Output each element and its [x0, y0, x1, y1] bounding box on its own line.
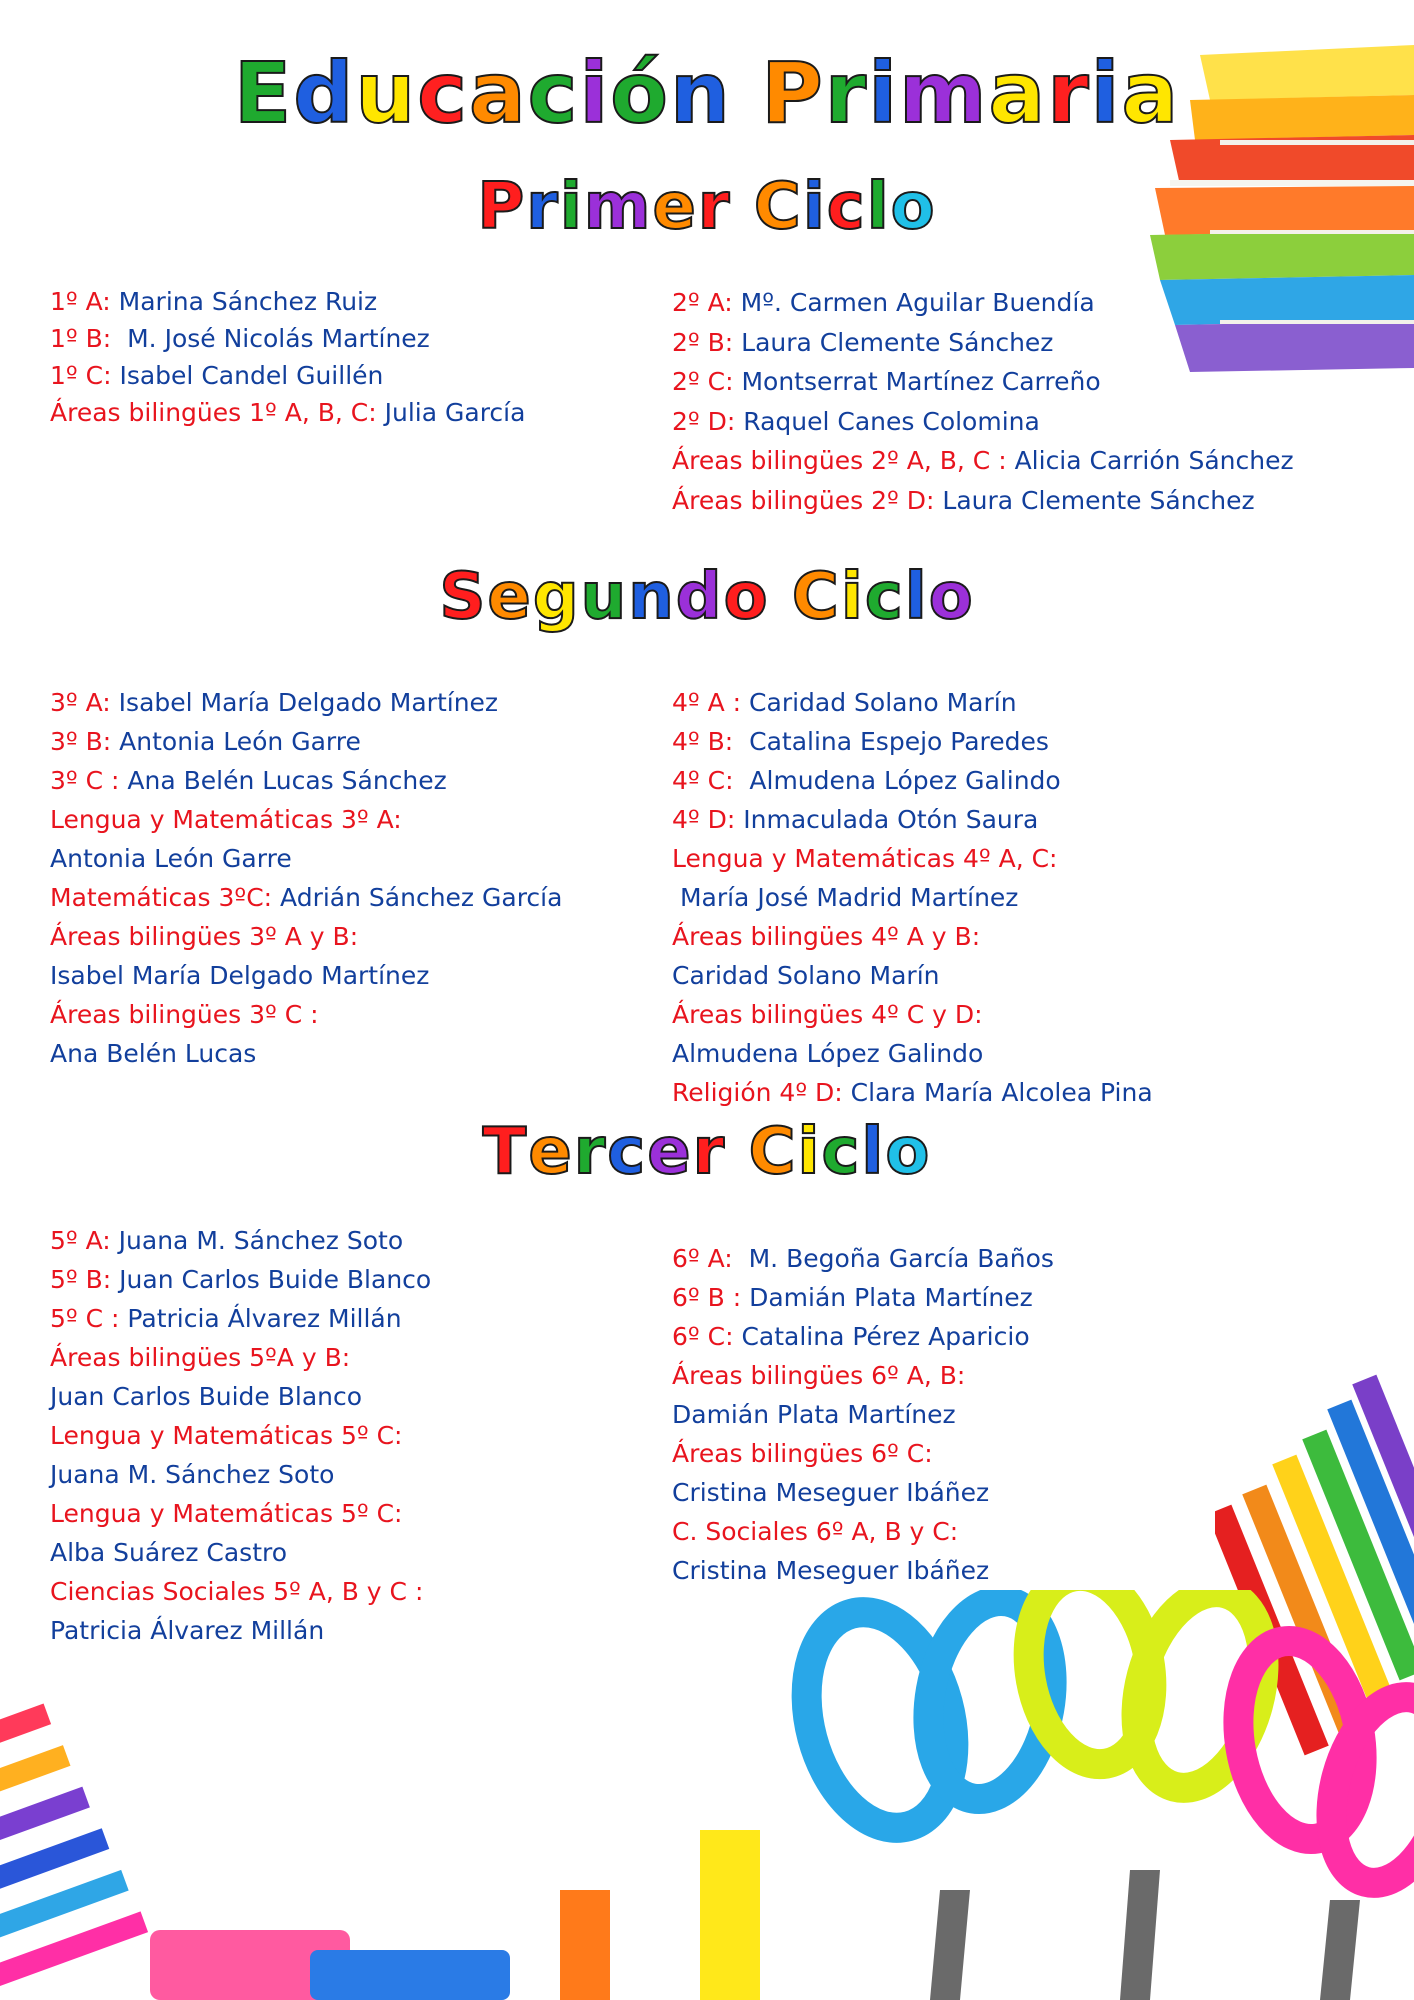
staff-entry: [672, 1073, 1153, 1112]
cycle-title-letter: o: [928, 560, 975, 634]
entry-label: 3º A:: [50, 688, 111, 717]
staff-entry: [672, 283, 1294, 323]
entry-teacher-name: Julia García: [376, 398, 526, 427]
staff-entry: [672, 1434, 1054, 1473]
cycle-title-letter: i: [797, 1115, 822, 1189]
entry-label: Ciencias Sociales 5º A, B y C :: [50, 1577, 424, 1606]
entry-label: Lengua y Matemáticas 4º A, C:: [672, 844, 1058, 873]
staff-entry: [672, 956, 1153, 995]
cycle-3-title: [0, 1115, 1414, 1189]
staff-entry: [50, 1377, 431, 1416]
entry-label: Religión 4º D:: [672, 1078, 843, 1107]
staff-entry: [50, 394, 525, 431]
cycle-2-right-list: [672, 683, 1153, 1112]
entry-teacher-name: Damián Plata Martínez: [741, 1283, 1033, 1312]
entry-label: Áreas bilingües 3º C :: [50, 1000, 319, 1029]
entry-teacher-name: Caridad Solano Marín: [741, 688, 1017, 717]
staff-entry: [672, 1278, 1054, 1317]
cycle-title-letter: o: [885, 1115, 932, 1189]
cycle-1-right-list: [672, 283, 1294, 520]
main-title-letter: n: [669, 44, 732, 142]
staff-entry: [50, 1034, 562, 1073]
entry-label: 5º A:: [50, 1226, 111, 1255]
entry-teacher-name: Patricia Álvarez Millán: [119, 1304, 402, 1333]
cycle-2-left-list: [50, 683, 562, 1073]
entry-label: Lengua y Matemáticas 3º A:: [50, 805, 402, 834]
staff-entry: [672, 1512, 1054, 1551]
staff-entry: [672, 1317, 1054, 1356]
main-title-letter: d: [293, 44, 356, 142]
cycle-title-letter: i: [840, 560, 865, 634]
entry-label: 2º C:: [672, 367, 734, 396]
entry-teacher-name: Juan Carlos Buide Blanco: [111, 1265, 432, 1294]
cycle-title-letter: m: [583, 170, 653, 244]
entry-label: 3º B:: [50, 727, 112, 756]
entry-teacher-name: Juana M. Sánchez Soto: [50, 1460, 335, 1489]
entry-teacher-name: Cristina Meseguer Ibáñez: [672, 1478, 990, 1507]
main-title-letter: r: [824, 44, 869, 142]
entry-label: 5º C :: [50, 1304, 120, 1333]
entry-label: 4º D:: [672, 805, 736, 834]
staff-entry: [672, 917, 1153, 956]
cycle-title-letter: e: [652, 170, 698, 244]
staff-entry: [672, 839, 1153, 878]
staff-entry: [672, 1395, 1054, 1434]
entry-teacher-name: Clara María Alcolea Pina: [842, 1078, 1153, 1107]
cycle-title-letter: P: [477, 170, 527, 244]
staff-entry: [672, 481, 1294, 521]
entry-teacher-name: Patricia Álvarez Millán: [50, 1616, 325, 1645]
cycle-title-letter: e: [528, 1115, 574, 1189]
entry-teacher-name: Catalina Espejo Paredes: [733, 727, 1049, 756]
main-title-letter: a: [988, 44, 1048, 142]
entry-label: Áreas bilingües 2º D:: [672, 485, 935, 515]
staff-entry: [50, 1455, 431, 1494]
cycle-title-letter: r: [697, 170, 732, 244]
staff-entry: [672, 1473, 1054, 1512]
entry-teacher-name: Raquel Canes Colomina: [735, 406, 1040, 436]
entry-label: 1º C:: [50, 361, 112, 390]
staff-entry: [672, 761, 1153, 800]
cycle-2-title: [0, 560, 1414, 634]
staff-entry: [672, 323, 1294, 363]
staff-entry: [672, 878, 1153, 917]
staff-entry: [672, 1551, 1054, 1590]
entry-label: 4º C:: [672, 766, 734, 795]
cycle-title-letter: [726, 1115, 748, 1189]
entry-teacher-name: Isabel María Delgado Martínez: [50, 961, 430, 990]
cycle-title-letter: C: [791, 560, 841, 634]
entry-teacher-name: M. José Nicolás Martínez: [111, 324, 430, 353]
main-title-letter: P: [761, 44, 825, 142]
cycle-title-letter: r: [573, 1115, 608, 1189]
staff-entry: [50, 995, 562, 1034]
entry-label: 4º B:: [672, 727, 734, 756]
cycle-title-letter: i: [559, 170, 584, 244]
entry-label: Lengua y Matemáticas 5º C:: [50, 1499, 403, 1528]
entry-teacher-name: Caridad Solano Marín: [672, 961, 940, 990]
staff-entry: [672, 402, 1294, 442]
main-title-letter: i: [579, 44, 611, 142]
markers-image: [0, 1700, 800, 2000]
staff-entry: [672, 1034, 1153, 1073]
entry-teacher-name: Damián Plata Martínez: [672, 1400, 956, 1429]
entry-teacher-name: Cristina Meseguer Ibáñez: [672, 1556, 990, 1585]
entry-label: 6º B :: [672, 1283, 742, 1312]
cycle-3-right-list: [672, 1239, 1054, 1590]
staff-entry: [50, 956, 562, 995]
entry-label: 2º D:: [672, 406, 736, 436]
entry-label: 5º B:: [50, 1265, 112, 1294]
entry-teacher-name: Alba Suárez Castro: [50, 1538, 288, 1567]
entry-teacher-name: Almudena López Galindo: [733, 766, 1061, 795]
staff-entry: [672, 800, 1153, 839]
entry-label: 6º C:: [672, 1322, 734, 1351]
entry-label: 1º B:: [50, 324, 112, 353]
staff-entry: [672, 1356, 1054, 1395]
main-title-letter: i: [1090, 44, 1122, 142]
entry-teacher-name: Laura Clemente Sánchez: [733, 327, 1054, 357]
cycle-title-letter: c: [607, 1115, 648, 1189]
cycle-title-letter: i: [802, 170, 827, 244]
main-title-letter: a: [468, 44, 528, 142]
cycle-title-letter: g: [532, 560, 581, 634]
cycle-title-letter: u: [580, 560, 629, 634]
staff-entry: [672, 362, 1294, 402]
cycle-title-letter: [770, 560, 792, 634]
entry-label: 1º A:: [50, 287, 111, 316]
staff-entry: [672, 995, 1153, 1034]
entry-teacher-name: Inmaculada Otón Saura: [735, 805, 1039, 834]
cycle-title-letter: c: [821, 1115, 862, 1189]
entry-label: Áreas bilingües 6º A, B:: [672, 1361, 966, 1390]
entry-teacher-name: Montserrat Martínez Carreño: [733, 367, 1101, 396]
cycle-title-letter: S: [439, 560, 488, 634]
entry-label: 2º A:: [672, 288, 733, 317]
entry-teacher-name: Adrián Sánchez García: [272, 883, 563, 912]
entry-label: Áreas bilingües 4º A y B:: [672, 922, 981, 951]
main-title-letter: a: [1121, 44, 1181, 142]
scissors-image: [790, 1590, 1414, 2000]
staff-entry: [50, 1572, 431, 1611]
entry-teacher-name: Antonia León Garre: [50, 844, 292, 873]
entry-label: Áreas bilingües 2º A, B, C :: [672, 446, 1007, 475]
entry-label: C. Sociales 6º A, B y C:: [672, 1517, 959, 1546]
entry-label: Lengua y Matemáticas 5º C:: [50, 1421, 403, 1450]
entry-teacher-name: Antonia León Garre: [111, 727, 361, 756]
staff-entry: [50, 1221, 431, 1260]
main-title-letter: r: [1047, 44, 1091, 142]
main-title-letter: ó: [610, 44, 670, 142]
staff-entry: [50, 1416, 431, 1455]
entry-teacher-name: M. Begoña García Baños: [732, 1244, 1054, 1273]
entry-teacher-name: María José Madrid Martínez: [672, 883, 1019, 912]
entry-teacher-name: Almudena López Galindo: [672, 1039, 984, 1068]
cycle-title-letter: l: [866, 170, 891, 244]
entry-label: Áreas bilingües 3º A y B:: [50, 922, 359, 951]
main-title-letter: c: [417, 44, 469, 142]
staff-entry: [672, 722, 1153, 761]
staff-entry: [50, 800, 562, 839]
entry-label: Áreas bilingües 6º C:: [672, 1439, 933, 1468]
cycle-1-title: [0, 170, 1414, 244]
cycle-title-letter: d: [675, 560, 724, 634]
entry-teacher-name: Isabel Candel Guillén: [111, 361, 384, 390]
cycle-1-left-list: [50, 283, 525, 431]
main-title: [0, 44, 1414, 142]
entry-teacher-name: Alicia Carrión Sánchez: [1006, 446, 1294, 475]
entry-teacher-name: Marina Sánchez Ruiz: [110, 287, 378, 316]
entry-teacher-name: Catalina Pérez Aparicio: [733, 1322, 1030, 1351]
staff-entry: [50, 357, 525, 394]
entry-teacher-name: Ana Belén Lucas: [50, 1039, 257, 1068]
staff-entry: [50, 1260, 431, 1299]
staff-entry: [50, 320, 525, 357]
entry-label: 6º A:: [672, 1244, 733, 1273]
staff-entry: [50, 917, 562, 956]
main-title-letter: c: [527, 44, 580, 142]
entry-teacher-name: Juan Carlos Buide Blanco: [50, 1382, 363, 1411]
cycle-title-letter: C: [748, 1115, 798, 1189]
entry-label: Áreas bilingües 4º C y D:: [672, 1000, 983, 1029]
cycle-3-left-list: [50, 1221, 431, 1650]
staff-entry: [672, 683, 1153, 722]
cycle-title-letter: l: [904, 560, 929, 634]
staff-entry: [672, 1239, 1054, 1278]
staff-entry: [50, 761, 562, 800]
entry-label: 3º C :: [50, 766, 120, 795]
staff-entry: [50, 1494, 431, 1533]
entry-teacher-name: Mº. Carmen Aguilar Buendía: [732, 288, 1095, 317]
staff-entry: [50, 722, 562, 761]
cycle-title-letter: n: [628, 560, 676, 634]
entry-teacher-name: Laura Clemente Sánchez: [934, 485, 1255, 515]
staff-entry: [50, 839, 562, 878]
main-title-letter: m: [899, 44, 989, 142]
staff-entry: [50, 1611, 431, 1650]
entry-label: 4º A :: [672, 688, 742, 717]
entry-teacher-name: Juana M. Sánchez Soto: [110, 1226, 404, 1255]
cycle-title-letter: [731, 170, 753, 244]
staff-entry: [50, 1299, 431, 1338]
main-title-letter: i: [868, 44, 899, 142]
cycle-title-letter: o: [890, 170, 937, 244]
entry-label: Áreas bilingües 5ºA y B:: [50, 1343, 351, 1372]
staff-entry: [50, 683, 562, 722]
cycle-title-letter: c: [826, 170, 867, 244]
staff-entry: [50, 1533, 431, 1572]
staff-entry: [50, 283, 525, 320]
cycle-title-letter: T: [482, 1115, 529, 1189]
cycle-title-letter: e: [487, 560, 533, 634]
main-title-letter: [732, 44, 761, 142]
cycle-title-letter: l: [861, 1115, 886, 1189]
main-title-letter: u: [355, 44, 418, 142]
entry-label: Áreas bilingües 1º A, B, C:: [50, 398, 377, 427]
entry-label: 2º B:: [672, 327, 734, 357]
cycle-title-letter: r: [526, 170, 560, 244]
staff-entry: [50, 878, 562, 917]
cycle-title-letter: r: [692, 1115, 727, 1189]
cycle-title-letter: e: [647, 1115, 693, 1189]
entry-teacher-name: Ana Belén Lucas Sánchez: [119, 766, 447, 795]
cycle-title-letter: o: [723, 560, 770, 634]
staff-entry: [672, 441, 1294, 481]
cycle-title-letter: C: [753, 170, 803, 244]
main-title-letter: E: [233, 44, 294, 142]
entry-label: Matemáticas 3ºC:: [50, 883, 273, 912]
cycle-title-letter: c: [864, 560, 905, 634]
staff-entry: [50, 1338, 431, 1377]
entry-teacher-name: Isabel María Delgado Martínez: [110, 688, 499, 717]
